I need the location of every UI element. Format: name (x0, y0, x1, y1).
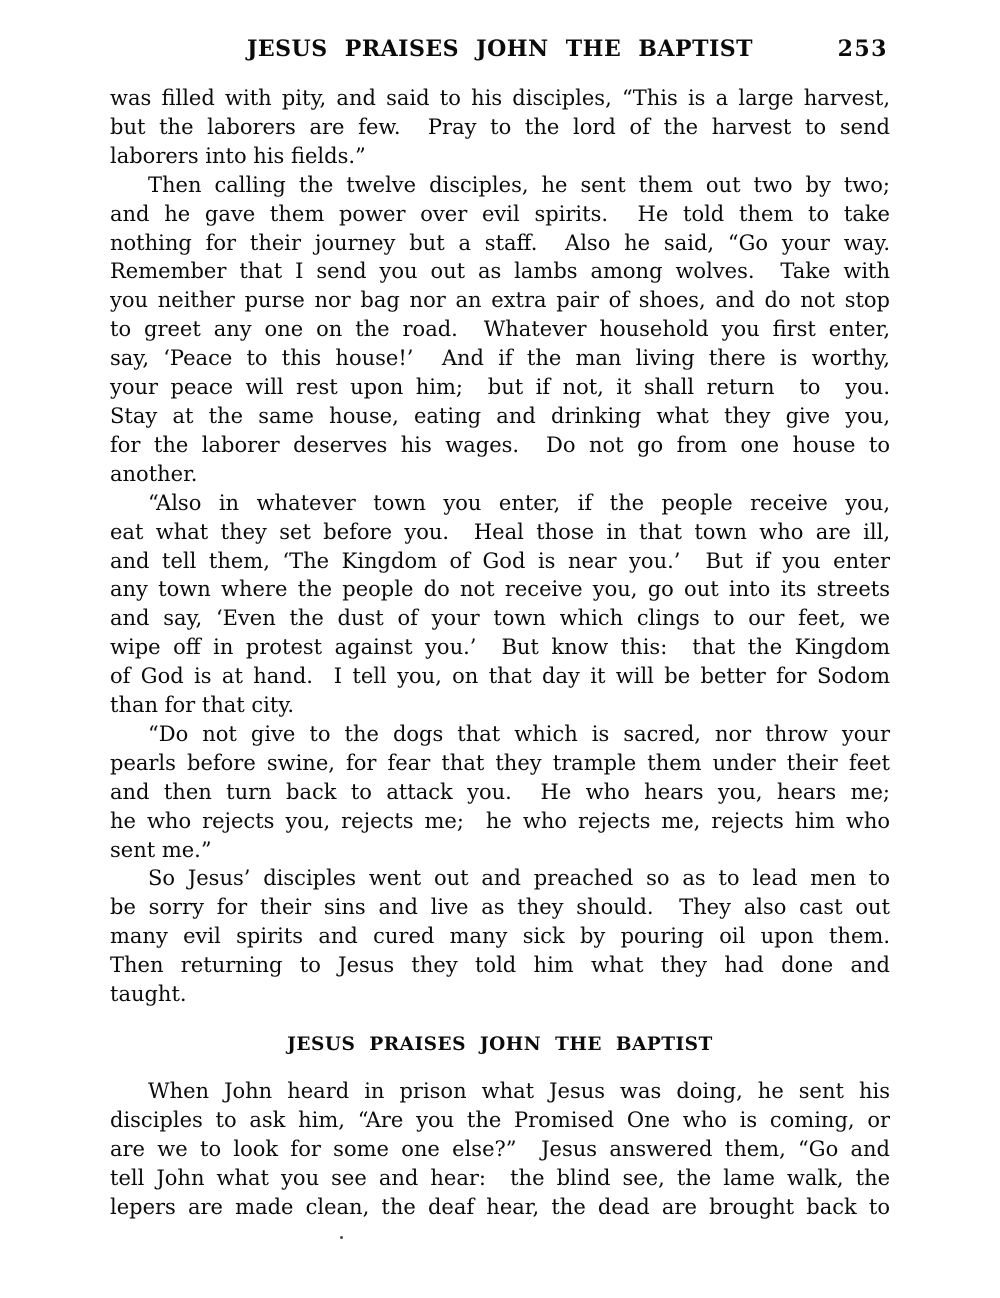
text-line: many evil spirits and cured many sick by pouring oil upon them. (110, 924, 890, 949)
text-line: for the laborer deserves his wages. Do not go from one house to (110, 432, 890, 457)
text-line: disciples to ask him, “Are you the Promised One who is coming, or (110, 1107, 890, 1132)
text-line: but the laborers are few. Pray to the lord of the harvest to send (110, 114, 890, 139)
text-line: When John heard in prison what Jesus was doing, he sent his (148, 1079, 890, 1103)
print-artifact-dot (340, 1236, 343, 1239)
text-line: taught. (110, 982, 187, 1007)
paragraph (110, 84, 890, 171)
text-line: and say, ‘Even the dust of your town which clings to our feet, we (110, 606, 890, 631)
text-line: Stay at the same house, eating and drinking what they give you, (110, 403, 890, 428)
paragraph (110, 171, 890, 489)
text-line: pearls before swine, for fear that they trample them under their feet (110, 750, 890, 775)
text-line: and he gave them power over evil spirits. He told them to take (110, 201, 890, 226)
text-line: and tell them, ‘The Kingdom of God is near you.’ But if you enter (110, 548, 890, 573)
text-line: eat what they set before you. Heal those in that town who are ill, (110, 519, 890, 544)
text-line: Then returning to Jesus they told him what they had done and (110, 953, 890, 978)
text-line: wipe off in protest against you.’ But know this: that the Kingdom (110, 635, 890, 660)
paragraph (110, 489, 890, 720)
text-line: So Jesus’ disciples went out and preached so as to lead men to (148, 866, 890, 891)
text-line: nothing for their journey but a staff. Also he said, “Go your way. (110, 230, 890, 255)
text-line: any town where the people do not receive you, go out into its streets (110, 577, 890, 602)
text-line: your peace will rest upon him; but if not, it shall return to you. (110, 375, 890, 400)
paragraph (110, 1077, 890, 1222)
text-line: he who rejects you, rejects me; he who rejects me, rejects him who (110, 808, 890, 833)
text-line: be sorry for their sins and live as they should. They also cast out (110, 895, 890, 920)
text-line: tell John what you see and hear: the blind see, the lame walk, the (110, 1165, 890, 1190)
text-line: Remember that I send you out as lambs among wolves. Take with (110, 259, 890, 284)
text-line: was filled with pity, and said to his disciples, “This is a large harvest, (110, 86, 890, 110)
text-line: to greet any one on the road. Whatever household you first enter, (110, 317, 890, 342)
text-line: sent me.” (110, 837, 212, 862)
text-line: than for that city. (110, 693, 295, 718)
page-body (110, 84, 890, 1222)
text-line: “Also in whatever town you enter, if the people receive you, (148, 490, 890, 515)
running-header-title: JESUS PRAISES JOHN THE BAPTIST (246, 36, 754, 62)
text-line: say, ‘Peace to this house!’ And if the man living there is worthy, (110, 346, 890, 371)
text-line: you neither purse nor bag nor an extra pair of shoes, and do not stop (110, 288, 890, 313)
text-line: laborers into his fields.” (110, 143, 366, 168)
text-line: “Do not give to the dogs that which is sacred, nor throw your (148, 721, 890, 746)
text-line: another. (110, 461, 198, 486)
page-number: 253 (837, 36, 888, 62)
text-line: of God is at hand. I tell you, on that day it will be better for Sodom (110, 664, 890, 689)
running-header (110, 36, 890, 62)
paragraph (110, 864, 890, 1009)
text-line: and then turn back to attack you. He who hears you, hears me; (110, 779, 890, 804)
section-heading: JESUS PRAISES JOHN THE BAPTIST (287, 1034, 713, 1055)
text-line: Then calling the twelve disciples, he sent them out two by two; (148, 172, 890, 197)
text-line: lepers are made clean, the deaf hear, the dead are brought back to (110, 1194, 890, 1219)
paragraph (110, 720, 890, 865)
text-line: are we to look for some one else?” Jesus answered them, “Go and (110, 1136, 890, 1161)
